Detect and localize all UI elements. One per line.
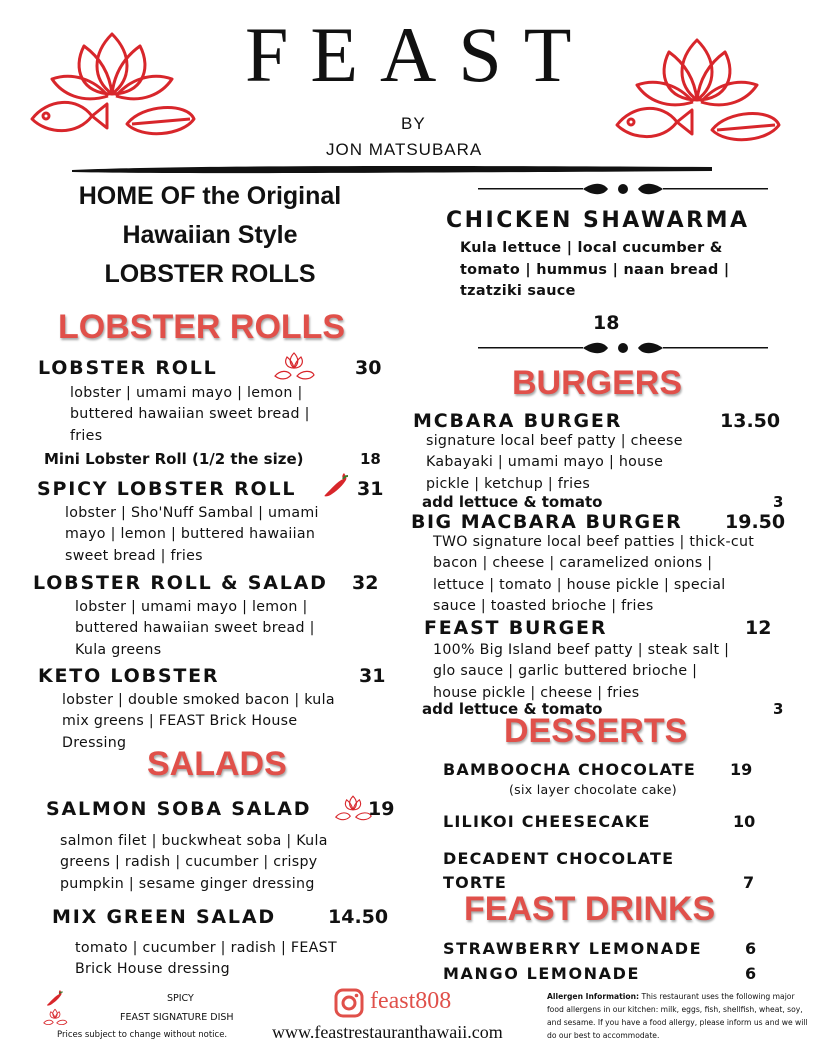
item-chicken-shawarma-desc [460,238,729,303]
legend-signature-dish: FEAST SIGNATURE DISH [120,1012,234,1023]
desc-line: fries [70,427,103,444]
item-decadent-name-2: TORTE [443,873,507,892]
desc-line: house pickle | cheese | fries [433,684,640,701]
desc-line: tzatziki sauce [460,283,576,299]
item-feast-burger-name: FEAST BURGER [424,617,608,639]
item-lilikoi-name: LILIKOI CHEESECAKE [443,812,651,831]
item-mcbara-burger-price: 13.50 [720,410,781,432]
item-strawberry-lemonade-name: STRAWBERRY LEMONADE [443,939,703,958]
tagline-line-2: Hawaiian Style [122,221,298,249]
lotus-icon [333,795,373,821]
desc-line: tomato | cucumber | radish | FEAST [75,940,337,956]
tagline [40,177,380,294]
item-lobster-roll-salad-desc [75,597,315,661]
item-mix-green-name: MIX GREEN SALAD [52,906,276,928]
instagram-handle[interactable]: feast808 [370,988,452,1014]
tagline-line-3: LOBSTER ROLLS [104,260,316,288]
desc-line: lobster | umami mayo | lemon | [75,599,308,615]
desc-line: pumpkin | sesame ginger dressing [60,875,315,892]
desc-line: Kula greens [75,641,162,658]
item-bamboocha-name: BAMBOOCHA CHOCOLATE [443,760,697,779]
pepper-icon [44,988,64,1008]
item-big-macbara-name: BIG MACBARA BURGER [411,511,683,533]
item-feast-burger-desc [433,640,729,704]
item-bamboocha-price: 19 [730,760,753,779]
lotus-icon [42,1008,68,1026]
desc-line: Dressing [62,734,127,751]
item-mango-lemonade-price: 6 [745,964,757,983]
item-keto-lobster-name: KETO LOBSTER [38,665,220,687]
feast-burger-addon: add lettuce & tomato [422,700,603,718]
item-chicken-shawarma-price: 18 [593,312,620,334]
item-lobster-roll-name: LOBSTER ROLL [38,357,218,379]
section-feast-drinks: FEAST DRINKS [464,890,716,928]
by-label: BY [401,114,426,133]
website-link[interactable]: www.feastrestauranthawaii.com [272,1022,503,1042]
item-mango-lemonade-name: MANGO LEMONADE [443,964,641,983]
desc-line: signature local beef patty | cheese [426,433,683,449]
item-spicy-lobster-roll-name: SPICY LOBSTER ROLL [37,478,297,500]
feast-burger-addon-price: 3 [773,700,784,718]
instagram-icon [334,988,364,1018]
desc-line: buttered hawaiian sweet bread | [70,406,310,423]
desc-line: lobster | double smoked bacon | kula [62,692,335,708]
item-feast-burger-price: 12 [745,617,772,639]
desc-line: pickle | ketchup | fries [426,475,591,492]
brand-title: FEAST [245,11,594,98]
mcbara-addon-price: 3 [773,493,784,511]
item-mix-green-price: 14.50 [328,906,389,928]
item-decadent-price: 7 [743,873,755,892]
desc-line: salmon filet | buckwheat soba | Kula [60,833,328,849]
item-chicken-shawarma-name: CHICKEN SHAWARMA [446,208,750,233]
lotus-icon [272,352,316,380]
item-lobster-roll-desc [70,383,310,447]
item-spicy-lobster-roll-desc [65,503,319,567]
item-lobster-roll-salad-price: 32 [352,572,379,594]
desc-line: lobster | Sho'Nuff Sambal | umami [65,505,319,521]
desc-line: lettuce | tomato | house pickle | special [433,576,726,593]
tagline-line-1: HOME OF the Original [78,182,342,210]
desc-line: glo sauce | garlic buttered brioche | [433,663,698,680]
desc-line: 100% Big Island beef patty | steak salt | [433,642,730,658]
item-mini-lobster-roll-name: Mini Lobster Roll (1/2 the size) [44,450,304,468]
item-lobster-roll-salad-name: LOBSTER ROLL & SALAD [33,572,328,594]
chef-name: JON MATSUBARA [326,140,483,159]
ornament-divider [478,182,768,196]
desc-line: mix greens | FEAST Brick House [62,713,298,730]
legend-spicy: SPICY [167,993,194,1004]
item-salmon-soba-desc [60,831,328,895]
desc-line: buttered hawaiian sweet bread | [75,620,315,637]
item-mcbara-burger-desc [426,431,683,495]
item-bamboocha-note: (six layer chocolate cake) [509,782,677,797]
desc-line: mayo | lemon | buttered hawaiian [65,526,316,543]
item-mix-green-desc [75,938,337,981]
desc-line: greens | radish | cucumber | crispy [60,854,318,871]
item-big-macbara-desc [433,532,754,617]
allergen-info [547,990,809,1042]
item-keto-lobster-price: 31 [359,665,386,687]
item-salmon-soba-price: 19 [368,798,395,820]
item-lilikoi-price: 10 [733,812,756,831]
desc-line: tomato | hummus | naan bread | [460,261,730,278]
section-salads: SALADS [147,745,287,783]
allergen-title: Allergen Information: [547,992,640,1001]
item-decadent-name: DECADENT CHOCOLATE [443,849,675,868]
item-big-macbara-price: 19.50 [725,511,786,533]
pepper-icon [320,470,350,500]
item-mcbara-burger-name: MCBARA BURGER [413,410,623,432]
item-lobster-roll-price: 30 [355,357,382,379]
desc-line: TWO signature local beef patties | thick-cut [433,534,755,550]
item-mini-lobster-roll-price: 18 [360,450,381,468]
allergen-text: This restaurant uses the following major food allergens in our kitchen: milk, eggs, fish, shellfish, wheat, soy, and sesame. If you have a food allergy, please inform us and we will do our best to accommodate. [547,992,808,1040]
desc-line: sweet bread | fries [65,547,203,564]
desc-line: Brick House dressing [75,961,230,978]
desc-line: bacon | cheese | caramelized onions | [433,555,713,572]
mcbara-addon: add lettuce & tomato [422,493,603,511]
item-salmon-soba-name: SALMON SOBA SALAD [46,798,312,820]
section-lobster-rolls: LOBSTER ROLLS [58,308,346,346]
item-spicy-lobster-roll-price: 31 [357,478,384,500]
section-burgers: BURGERS [512,364,683,402]
lotus-fish-logo-right [597,30,797,150]
desc-line: sauce | toasted brioche | fries [433,597,654,614]
lotus-fish-logo-left [22,24,202,144]
item-strawberry-lemonade-price: 6 [745,939,757,958]
section-desserts: DESSERTS [504,712,688,750]
prices-note: Prices subject to change without notice. [57,1030,228,1040]
desc-line: Kabayaki | umami mayo | house [426,454,664,471]
ornament-divider [478,341,768,355]
desc-line: Kula lettuce | local cucumber & [460,240,723,256]
desc-line: lobster | umami mayo | lemon | [70,385,303,401]
